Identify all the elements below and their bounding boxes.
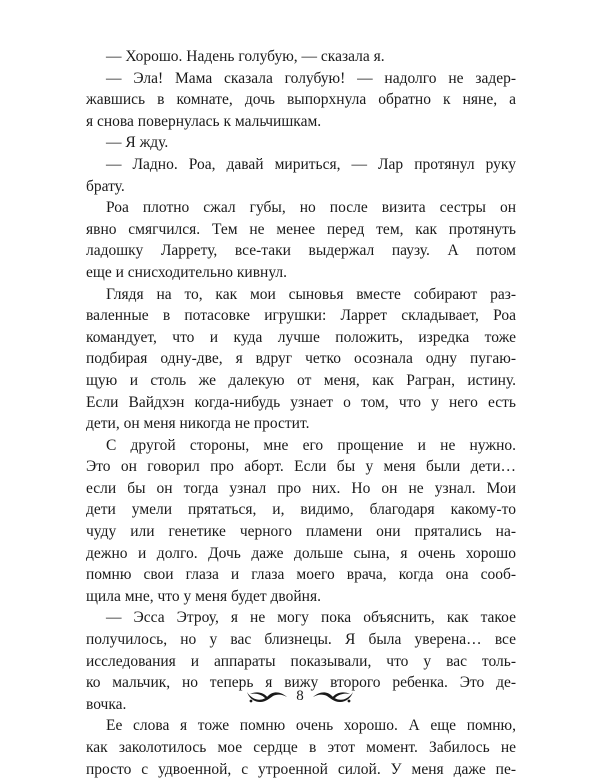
text-line: — Хорошо. Надень голубую, — сказала я. [106,48,385,65]
text-line: просто с удвоенной, с утроенной силой. У меня даже пе- [86,760,516,778]
text-line: — Эла! Мама сказала голубую! — надолго не задер- [106,69,516,87]
text-line: явно смягчился. Тем не менее перед тем, как протянуть [86,220,516,238]
text-line: ладошку Ларрету, все-таки выдержал паузу. А потом [86,242,516,260]
text-line: брату. [86,177,125,195]
ornament-right-icon [312,690,354,704]
text-line: еще и снисходительно кивнул. [86,263,288,281]
text-line: если бы он тогда узнал про них. Но он не узнал. Мои [86,479,516,497]
text-line: щила мне, что у меня будет двойня. [86,587,321,605]
text-line: исследования и аппараты показывали, что у вас толь- [86,652,516,670]
text-line: как заколотилось мое сердце в этот момент. Забилось не [86,739,516,756]
text-line: — Эсса Этроу, я не могу пока объяснить, как такое [106,609,516,627]
page-body [86,46,516,780]
text-line: — Я жду. [106,134,169,152]
text-line: помню свои глаза и глаза моего врача, когда она сооб- [86,566,516,584]
text-line: валенные в потасовке игрушки: Ларрет складывает, Роа [86,307,516,325]
text-line: я снова повернулась к мальчишкам. [86,112,322,130]
text-line: С другой стороны, мне его прощение и не нужно. [106,436,516,454]
text-line: дети умели прятаться, и, видимо, благодаря какому-то [86,501,516,519]
text-line: Роа плотно сжал губы, но после визита сестры он [106,199,516,217]
text-line: — Ладно. Роа, давай мириться, — Лар протянул руку [106,155,516,173]
text-line: дежно и долго. Дочь даже дольше сына, я очень хорошо [86,544,516,562]
page-number: 8 [296,688,304,704]
text-line: Глядя на то, как мои сыновья вместе собирают раз- [106,285,516,303]
text-line: чуду или генетике черного пламени они прятались на- [86,523,516,541]
text-line: командует, что и куда лучше положить, изредка тоже [86,328,516,346]
page-footer [0,688,600,705]
text-line: жавшись в комнате, дочь выпорхнула обратно к няне, а [86,91,516,109]
text-line: подбирая одну-две, я вдруг четко осознала одну пугаю- [86,350,516,368]
ornament-left-icon [246,690,288,704]
text-line: получилось, но у вас близнецы. Я была уверена… все [86,631,516,649]
text-line: Если Вайдхэн когда-нибудь узнает о том, что у него есть [86,393,516,411]
text-line: ко мальчик, но теперь я вижу второго ребенка. Это де- [86,674,516,692]
text-line: вочка. [86,695,127,713]
text-line: Ее слова я тоже помню очень хорошо. А еще помню, [106,717,516,735]
text-line: дети, он меня никогда не простит. [86,415,310,433]
text-line: Это он говорил про аборт. Если бы у меня были дети… [86,458,516,476]
text-line: щую и столь же далекую от меня, как Рагран, истину. [86,371,516,389]
